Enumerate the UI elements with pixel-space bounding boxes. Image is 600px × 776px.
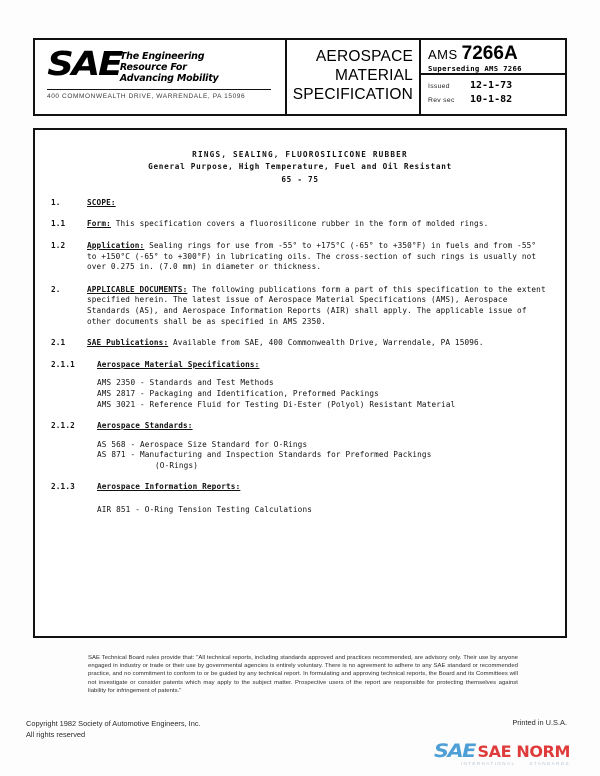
- section-2-1-3-heading: Aerospace Information Reports:: [97, 482, 241, 492]
- section-2-1-heading: SAE Publications:: [87, 338, 169, 348]
- watermark-sub-standards: STANDARDS: [529, 761, 570, 766]
- issued-date: 12-1-73: [470, 80, 513, 91]
- watermark-sub-international: INTERNATIONAL: [460, 761, 516, 766]
- header-divider-rule: [47, 89, 271, 90]
- list-item: AS 568 - Aerospace Size Standard for O-Rings: [97, 439, 308, 449]
- list-item: AS 871 - Manufacturing and Inspection Standards for Preformed Packings: [97, 450, 432, 460]
- section-1: [51, 198, 549, 209]
- section-1-2-text: Sealing rings for use from -55° to +175°C (-65° to +350°F) in fuels and from -55° to +150°C (-65° to +300°F) in lubricating oils. The cross-section of such rings is usually not over 0.275 in. (7.0 mm) in diameter or thickness.: [87, 240, 537, 272]
- section-2-1-2-heading: Aerospace Standards:: [97, 421, 193, 431]
- section-2-1-3-number: 2.1.3: [51, 482, 75, 492]
- date-block: [421, 75, 565, 105]
- copyright-line2: All rights reserved: [26, 730, 86, 739]
- sae-logo: SAE: [47, 44, 122, 83]
- section-1-2-number: 1.2: [51, 240, 66, 250]
- ams-reference-list: [97, 378, 549, 410]
- doc-type-line3: SPECIFICATION: [292, 86, 413, 103]
- section-2: [51, 285, 549, 327]
- legal-disclaimer: SAE Technical Board rules provide that: "All technical reports, including standards approved and practices recommended, are advisory only. Their use by anyone engaged in industry or trade or their use by governmental agencies is entirely voluntary. There is no agreement to adhere to any SAE standard or recommended practice, and no commitment to conform to or be guided by any technical report. In formulating and approving technical reports, the Board and its Committees will not investigate or consider patents which may apply to the subject matter. Prospective users of the report are responsible for protecting themselves against liability for infringement of patents.": [88, 655, 518, 694]
- list-item-continuation: (O-Rings): [155, 460, 199, 470]
- list-item: AMS 3021 - Reference Fluid for Testing Di-Ester (Polyol) Resistant Material: [97, 399, 456, 409]
- designation-block: [421, 40, 565, 75]
- list-item: AIR 851 - O-Ring Tension Testing Calculations: [97, 505, 313, 515]
- sae-norm-watermark-text: SAE NORM: [477, 741, 570, 761]
- section-1-2: [51, 241, 549, 273]
- sae-tagline-line1: The Engineering: [119, 51, 205, 62]
- sae-tagline: [120, 49, 219, 84]
- section-1-number: 1.: [51, 197, 61, 207]
- section-2-1-2-number: 2.1.2: [51, 421, 75, 431]
- title-line2: General Purpose, High Temperature, Fuel and Oil Resistant: [148, 161, 452, 171]
- superseding-note: Superseding AMS 7266: [428, 64, 522, 73]
- section-1-1-text: This specification covers a fluorosilicone rubber in the form of molded rings.: [115, 219, 489, 229]
- header-logo-cell: [35, 40, 287, 114]
- sae-address: 400 COMMONWEALTH DRIVE, WARRENDALE, PA 15096: [47, 93, 246, 100]
- issued-label: Issued: [428, 83, 450, 90]
- specification-title: [51, 150, 549, 186]
- designation-prefix: AMS: [428, 47, 458, 62]
- section-2-1-3: [51, 482, 549, 493]
- doc-type-line1: AEROSPACE: [315, 48, 413, 65]
- list-item: AMS 2817 - Packaging and Identification, Preformed Packings: [97, 388, 379, 398]
- revised-label: Rev sec: [428, 97, 455, 104]
- designation-number: 7266A: [461, 43, 518, 64]
- section-1-1: [51, 219, 549, 230]
- section-2-1-1-heading: Aerospace Material Specifications:: [97, 359, 260, 369]
- section-2-number: 2.: [51, 284, 61, 294]
- copyright-notice: [26, 718, 201, 740]
- sae-tagline-line2: Resource For: [119, 62, 187, 73]
- sae-branding: [45, 44, 277, 84]
- section-2-1-number: 2.1: [51, 338, 66, 348]
- sae-tagline-line3: Advancing Mobility: [119, 73, 219, 84]
- section-2-heading: APPLICABLE DOCUMENTS:: [87, 284, 188, 294]
- revised-row: [428, 94, 565, 105]
- as-reference-list: [97, 440, 549, 472]
- section-2-1-text: Available from SAE, 400 Commonwealth Drive, Warrendale, PA 15096.: [173, 338, 484, 348]
- title-line3: 65 - 75: [281, 175, 319, 185]
- issued-row: [428, 80, 565, 91]
- section-1-2-heading: Application:: [87, 240, 145, 250]
- designation-cell: [421, 40, 565, 114]
- sae-watermark-logo-icon: SAE: [434, 740, 476, 762]
- sae-norm-watermark: [434, 742, 570, 761]
- section-2-1-1: [51, 360, 549, 371]
- section-1-1-heading: Form:: [87, 219, 111, 229]
- copyright-line1: Copyright 1982 Society of Automotive Engineers, Inc.: [26, 719, 201, 728]
- sae-norm-watermark-subtext: [461, 761, 570, 766]
- document-type-cell: [287, 40, 421, 114]
- section-2-1-1-number: 2.1.1: [51, 359, 75, 369]
- list-item: AMS 2350 - Standards and Test Methods: [97, 378, 274, 388]
- section-2-text: The following publications form a part of this specification to the extent specified herein. The latest issue of Aerospace Material Specifications (AMS), Aerospace Standards (AS), and Aerospace Information Reports (AIR) shall apply. The applicable issue of other documents shall be as specified in AMS 2350.: [87, 284, 546, 326]
- document-body: [33, 128, 567, 638]
- revised-date: 10-1-82: [470, 94, 513, 105]
- section-2-1-2: [51, 421, 549, 432]
- section-2-1: [51, 338, 549, 349]
- title-line1: RINGS, SEALING, FLUOROSILICONE RUBBER: [192, 150, 408, 159]
- printed-in-label: Printed in U.S.A.: [512, 718, 567, 727]
- section-1-1-number: 1.1: [51, 219, 66, 229]
- document-header: [33, 38, 567, 116]
- section-1-heading: SCOPE:: [87, 197, 116, 207]
- air-reference-list: [97, 505, 549, 516]
- doc-type-line2: MATERIAL: [335, 67, 413, 84]
